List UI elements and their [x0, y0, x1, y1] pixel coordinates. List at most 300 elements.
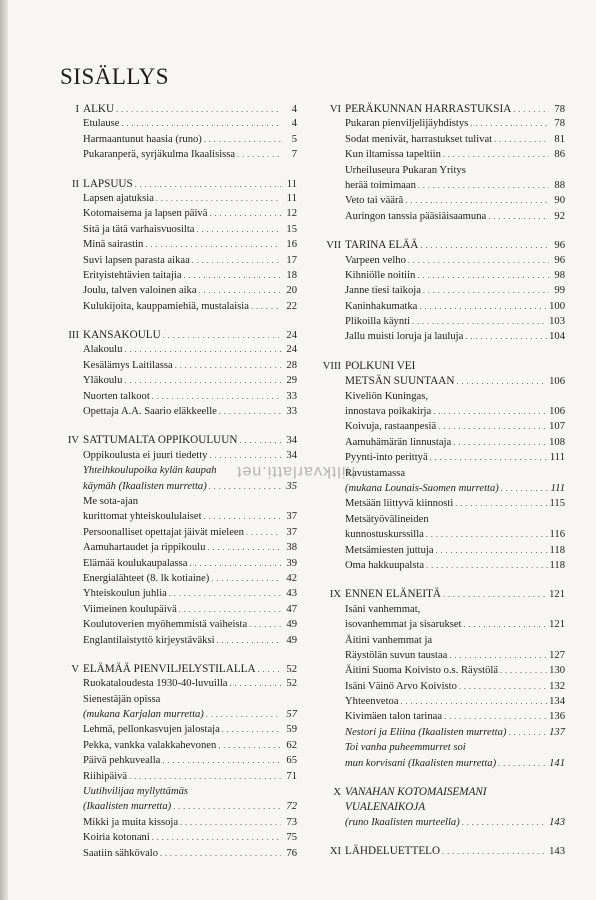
- dot-leader: [199, 286, 281, 295]
- page-number: 52: [286, 663, 297, 675]
- page-number: 121: [549, 619, 565, 631]
- toc-entry: [55, 573, 297, 588]
- page-number: 108: [549, 436, 565, 448]
- watermark-text: hiltkvarlatti.net: [236, 463, 356, 480]
- chapter-title: PERÄKUNNAN HARRASTUKSIA: [345, 103, 512, 115]
- dot-leader: [145, 240, 281, 249]
- toc-entry: [317, 195, 565, 210]
- page-number: 115: [549, 498, 565, 510]
- dot-leader: [218, 741, 281, 750]
- dot-leader: [508, 728, 547, 737]
- toc-entry: [55, 558, 297, 573]
- chapter-title: POLKUNI VEI: [345, 359, 416, 372]
- dot-leader: [124, 345, 281, 354]
- dot-leader: [209, 209, 281, 218]
- chapter-number: VIII: [322, 360, 341, 372]
- dot-leader: [180, 818, 281, 827]
- entry-title: (mukana Karjalan murretta): [83, 709, 204, 721]
- dot-leader: [420, 241, 549, 250]
- toc-entry: [55, 224, 297, 239]
- toc-entry: [317, 650, 565, 665]
- chapter-number: X: [333, 787, 341, 799]
- entry-title: Pyynti-into perittyä: [345, 452, 428, 464]
- toc-entry: [55, 755, 297, 770]
- page-number: 34: [286, 449, 297, 461]
- entry-title: Metsätyövälineiden: [345, 513, 429, 525]
- chapter-title: ALKU: [83, 103, 115, 115]
- chapter-title: ENNEN ELÄNEITÄ: [345, 588, 442, 601]
- toc-entry: [55, 344, 297, 359]
- toc-entry: [55, 406, 297, 421]
- entry-title: Nestori ja Eliina (Ikaalisten murretta): [345, 726, 507, 738]
- entry-title: (mukana Lounais-Suomen murretta): [345, 482, 499, 494]
- entry-title: Aamuhartaudet ja rippikoulu: [83, 542, 206, 554]
- entry-title: Ruokataloudesta 1930-40-luvuilla: [83, 678, 228, 690]
- toc-chapter-heading: [317, 239, 565, 254]
- chapter-number: XI: [329, 846, 341, 858]
- toc-entry: [55, 694, 297, 709]
- chapter-title: VANAHAN KOTOMAISEMANI: [345, 786, 487, 799]
- toc-entry: [317, 285, 565, 300]
- page-number: 106: [549, 376, 565, 388]
- page-number: 111: [550, 482, 565, 494]
- entry-title: Metsämiesten juttuja: [345, 544, 434, 556]
- entry-title: Pukaran pienviljelijäyhdistys: [345, 118, 469, 130]
- toc-entry: [55, 678, 297, 693]
- dot-leader: [152, 833, 281, 842]
- entry-title: Auringon tanssia pääsiäisaamuna: [345, 210, 487, 222]
- toc-entry: [317, 560, 565, 575]
- dot-leader: [501, 484, 549, 493]
- page-number: 90: [554, 195, 565, 207]
- page-number: 24: [286, 330, 297, 342]
- entry-title: Lehmä, pellonkasvujen jalostaja: [83, 724, 220, 736]
- entry-title: Opettaja A.A. Saario eläkkeelle: [83, 406, 217, 418]
- entry-title: Oma hakkuupalsta: [345, 559, 425, 571]
- entry-title: Janne tiesi taikoja: [345, 285, 421, 297]
- toc-entry: [317, 696, 565, 711]
- dot-leader: [249, 620, 281, 629]
- dot-leader: [219, 407, 281, 416]
- page-number: 81: [554, 133, 565, 145]
- toc-entry: [55, 740, 297, 755]
- entry-title: Äitini Suoma Koivisto o.s. Räystölä: [345, 665, 499, 677]
- page-number: 43: [286, 588, 297, 600]
- page-number: 96: [554, 254, 565, 266]
- page-number: 88: [554, 179, 565, 191]
- toc-entry: [55, 588, 297, 603]
- toc-entry: [317, 604, 565, 619]
- page-number: 5: [291, 133, 297, 145]
- toc-entry: [317, 681, 565, 696]
- page-number: 22: [286, 300, 297, 312]
- toc-left-column: [55, 103, 297, 876]
- dot-leader: [209, 482, 281, 491]
- chapter-number: VI: [329, 104, 341, 115]
- toc-entry: [317, 421, 565, 436]
- toc-section: [317, 103, 565, 226]
- toc-entry: [317, 498, 565, 513]
- dot-leader: [443, 150, 549, 159]
- entry-title: Pukaranperä, syrjäkulma Ikaalisissa: [83, 149, 236, 161]
- entry-title: Aamuhämärän linnustaja: [345, 436, 452, 448]
- dot-leader: [189, 559, 281, 568]
- toc-entry: [317, 545, 565, 560]
- toc-chapter-heading: [55, 103, 297, 118]
- toc-entry: [317, 437, 565, 452]
- page-number: 57: [286, 709, 297, 721]
- toc-section: [55, 178, 297, 317]
- toc-entry: [55, 481, 297, 496]
- dot-leader: [430, 453, 548, 462]
- toc-section: [317, 786, 565, 832]
- entry-title: Sodat menivät, harrastukset tulivat: [345, 133, 493, 145]
- entry-title: Sitä ja tätä varhaisvuosilta: [83, 223, 195, 235]
- chapter-title: LAPSUUS: [83, 177, 133, 190]
- toc-right-column: [317, 103, 565, 874]
- dot-leader: [438, 422, 547, 431]
- toc-entry: [55, 635, 297, 650]
- dot-leader: [464, 620, 548, 629]
- toc-entry: [55, 619, 297, 634]
- dot-leader: [207, 543, 281, 552]
- dot-leader: [204, 135, 281, 144]
- page-number: 100: [549, 300, 565, 312]
- page-number: 11: [286, 192, 297, 204]
- chapter-title: METSÄN SUUNTAAN: [345, 375, 455, 388]
- page-number: 11: [286, 178, 297, 190]
- chapter-title: VUALENAIKOJA: [345, 801, 426, 814]
- entry-title: Päivä pehkuvealla: [83, 755, 161, 767]
- entry-title: Sienestäjän opissa: [83, 693, 161, 705]
- dot-leader: [197, 225, 282, 234]
- toc-entry: [55, 709, 297, 724]
- page-number: 130: [549, 665, 565, 677]
- entry-title: Yhteenvetoa: [345, 696, 399, 708]
- page-number: 141: [549, 757, 565, 769]
- entry-title: Metsään liittyvä kiinnosti: [345, 498, 454, 510]
- entry-title: Koiria kotonani: [83, 832, 150, 844]
- toc-chapter-heading: [317, 103, 565, 118]
- chapter-title: LÄHDELUETTELO: [345, 845, 441, 858]
- page-number: 137: [549, 726, 565, 738]
- page-number: 29: [286, 375, 297, 387]
- dot-leader: [162, 756, 281, 765]
- dot-leader: [470, 119, 549, 128]
- toc-entry: [317, 134, 565, 149]
- page-number: 78: [554, 118, 565, 130]
- entry-title: Yhteiskoulun juhlia: [83, 588, 167, 600]
- toc-entry: [55, 848, 297, 863]
- page-number: 17: [286, 254, 297, 266]
- toc-chapter-heading: [317, 360, 565, 375]
- dot-leader: [239, 436, 281, 445]
- page-number: 92: [554, 210, 565, 222]
- toc-section: [55, 329, 297, 421]
- entry-title: Isäni Väinö Arvo Koivisto: [345, 680, 457, 692]
- dot-leader: [401, 697, 548, 706]
- toc-chapter-heading: [317, 588, 565, 603]
- toc-entry: [317, 817, 565, 832]
- page-number: 33: [286, 390, 297, 402]
- toc-entry: [317, 758, 565, 773]
- entry-title: käymäh (Ikaalisten murretta): [83, 480, 207, 492]
- dot-leader: [217, 636, 281, 645]
- page-number: 52: [286, 678, 297, 690]
- toc-entry: [317, 529, 565, 544]
- toc-entry: [55, 360, 297, 375]
- page-number: 18: [286, 269, 297, 281]
- chapter-number: I: [75, 104, 79, 115]
- entry-title: Äitini vanhemmat ja: [345, 634, 433, 646]
- page-number: 134: [549, 696, 565, 708]
- dot-leader: [436, 546, 548, 555]
- toc-entry: [317, 331, 565, 346]
- page-number: 121: [549, 589, 565, 601]
- toc-section: [317, 239, 565, 347]
- dot-leader: [173, 802, 281, 811]
- entry-title: Jallu muisti loruja ja lauluja: [345, 331, 464, 343]
- toc-entry: [55, 832, 297, 847]
- dot-leader: [184, 271, 281, 280]
- chapter-number: IV: [67, 435, 79, 447]
- dot-leader: [204, 512, 281, 521]
- page-number: 16: [286, 239, 297, 251]
- entry-title: Koivuja, rastaanpesiä: [345, 421, 437, 433]
- chapter-number: V: [71, 663, 79, 675]
- page-number: 127: [549, 649, 565, 661]
- toc-entry: [317, 619, 565, 634]
- toc-entry: [55, 542, 297, 557]
- toc-entry: [55, 786, 297, 801]
- page-number: 136: [549, 711, 565, 723]
- dot-leader: [116, 105, 281, 114]
- dot-leader: [156, 194, 281, 203]
- entry-title: herää toimimaan: [345, 179, 416, 191]
- entry-title: Yhteihkoulupoika kylän kaupah: [83, 465, 217, 477]
- page-number: 37: [286, 511, 297, 523]
- toc-entry: [55, 391, 297, 406]
- entry-title: Ravustamassa: [345, 467, 406, 479]
- page-number: 47: [286, 603, 297, 615]
- page-number: 65: [286, 755, 297, 767]
- toc-chapter-heading: [317, 786, 565, 801]
- toc-entry: [55, 375, 297, 390]
- chapter-title: ELÄMÄÄ PIENVILJELYSTILALLA: [83, 662, 256, 675]
- entry-title: Me sota-ajan: [83, 495, 139, 507]
- entry-title: Kihniölle noitiin: [345, 269, 416, 281]
- entry-title: Riihipäivä: [83, 770, 128, 782]
- page-number: 59: [286, 724, 297, 736]
- dot-leader: [433, 407, 547, 416]
- dot-leader: [459, 682, 547, 691]
- dot-leader: [179, 605, 281, 614]
- dot-leader: [237, 150, 281, 159]
- toc-entry: [55, 208, 297, 223]
- toc-entry: [55, 801, 297, 816]
- dot-leader: [449, 651, 547, 660]
- entry-title: Mikki ja muita kissoja: [83, 816, 179, 828]
- entry-title: Viimeinen koulupäivä: [83, 603, 177, 615]
- page-number: 7: [291, 149, 297, 161]
- page-number: 49: [286, 619, 297, 631]
- entry-title: (runo Ikaalisten murteella): [345, 816, 460, 828]
- dot-leader: [175, 361, 281, 370]
- page-number: 49: [286, 634, 297, 646]
- chapter-title: KANSAKOULU: [83, 329, 161, 342]
- page-number: 38: [286, 542, 297, 554]
- dot-leader: [443, 590, 547, 599]
- page-number: 33: [286, 406, 297, 418]
- dot-leader: [488, 212, 549, 221]
- dot-leader: [513, 105, 549, 114]
- entry-title: Pekka, vankka valakkahevonen: [83, 739, 217, 751]
- toc-entry: [55, 149, 297, 164]
- toc-entry: [317, 165, 565, 180]
- dot-leader: [405, 196, 549, 205]
- entry-title: Lapsen ajatuksia: [83, 192, 154, 204]
- toc-entry: [55, 193, 297, 208]
- toc-chapter-heading: [55, 178, 297, 193]
- dot-leader: [222, 725, 281, 734]
- entry-title: Alakoulu: [83, 344, 123, 356]
- page-number: 103: [549, 316, 565, 328]
- page-number: 107: [549, 421, 565, 433]
- toc-entry: [55, 255, 297, 270]
- page-number: 15: [286, 223, 297, 235]
- chapter-number: VII: [326, 240, 341, 252]
- entry-title: Kiveliön Kuningas,: [345, 390, 428, 402]
- entry-title: Kaninhakumatka: [345, 300, 418, 312]
- page-number: 4: [291, 104, 297, 115]
- page-number: 37: [286, 526, 297, 538]
- entry-title: Urheiluseura Pukaran Yritys: [345, 164, 466, 176]
- toc-entry: [317, 211, 565, 226]
- toc-entry: [55, 511, 297, 526]
- toc-entry: [317, 180, 565, 195]
- dot-leader: [417, 271, 549, 280]
- toc-entry: [317, 742, 565, 757]
- page-number: 76: [286, 847, 297, 859]
- page-number: 34: [286, 435, 297, 447]
- page-number: 118: [549, 544, 565, 556]
- page-number: 20: [286, 285, 297, 297]
- toc-entry: [55, 270, 297, 285]
- dot-leader: [456, 377, 547, 386]
- chapter-title: TARINA ELÄÄ: [345, 239, 419, 252]
- book-spine-shadow: [0, 0, 8, 900]
- page-number: 42: [286, 572, 297, 584]
- entry-title: Kun iltamissa tapeltiin: [345, 149, 441, 161]
- toc-section: [317, 588, 565, 773]
- entry-title: Yläkoulu: [83, 375, 123, 387]
- entry-title: Joulu, talven valoinen aika: [83, 285, 197, 297]
- toc-chapter-heading: [55, 663, 297, 678]
- dot-leader: [494, 135, 549, 144]
- toc-entry: [55, 118, 297, 133]
- page-number: 96: [554, 240, 565, 252]
- toc-chapter-heading: [55, 434, 297, 449]
- toc-entry: [317, 483, 565, 498]
- entry-title: Varpeen velho: [345, 254, 406, 266]
- page-number: 78: [554, 104, 565, 115]
- toc-entry: [55, 771, 297, 786]
- toc-entry: [317, 255, 565, 270]
- page-number: 72: [286, 801, 297, 813]
- dot-leader: [498, 759, 547, 768]
- entry-title: innostava poikakirja: [345, 406, 432, 418]
- toc-entry: [55, 817, 297, 832]
- toc-section: [55, 663, 297, 863]
- dot-leader: [246, 528, 281, 537]
- dot-leader: [229, 679, 281, 688]
- dot-leader: [455, 499, 547, 508]
- dot-leader: [412, 317, 547, 326]
- entry-title: Etulause: [83, 118, 120, 130]
- toc-entry: [55, 239, 297, 254]
- page-number: 99: [554, 285, 565, 297]
- dot-leader: [423, 286, 549, 295]
- chapter-number: III: [68, 330, 79, 342]
- entry-title: Nuorten talkoot: [83, 390, 150, 402]
- dot-leader: [160, 849, 281, 858]
- entry-title: Energialähteet (8. lk kotiaine): [83, 572, 210, 584]
- dot-leader: [129, 772, 281, 781]
- dot-leader: [408, 256, 549, 265]
- entry-title: Kulukijoita, kauppamiehiä, mustalaisia: [83, 300, 249, 312]
- dot-leader: [444, 712, 547, 721]
- dot-leader: [209, 451, 281, 460]
- page-number: 73: [286, 816, 297, 828]
- toc-chapter-heading: [317, 801, 565, 816]
- toc-entry: [317, 514, 565, 529]
- toc-entry: [317, 635, 565, 650]
- dot-leader: [418, 181, 549, 190]
- page-number: 28: [286, 359, 297, 371]
- toc-entry: [317, 391, 565, 406]
- page-number: 12: [286, 208, 297, 220]
- dot-leader: [426, 561, 547, 570]
- toc-chapter-heading: [317, 845, 565, 860]
- chapter-number: II: [71, 178, 79, 190]
- toc-section: [317, 845, 565, 860]
- toc-section: [55, 103, 297, 165]
- dot-leader: [206, 710, 281, 719]
- dot-leader: [211, 574, 281, 583]
- toc-entry: [55, 285, 297, 300]
- page-number: 24: [286, 344, 297, 356]
- dot-leader: [121, 119, 281, 128]
- dot-leader: [258, 665, 281, 674]
- toc-entry: [55, 724, 297, 739]
- page-number: 116: [549, 529, 565, 541]
- chapter-title: SATTUMALTA OPPIKOULUUN: [83, 434, 238, 447]
- entry-title: Erityistehtävien taitajia: [83, 269, 182, 281]
- page-number: 111: [549, 452, 565, 464]
- dot-leader: [462, 818, 547, 827]
- toc-entry: [317, 406, 565, 421]
- toc-entry: [317, 665, 565, 680]
- dot-leader: [135, 180, 281, 189]
- toc-entry: [317, 727, 565, 742]
- toc-entry: [317, 149, 565, 164]
- chapter-number: IX: [329, 589, 341, 601]
- entry-title: isovanhemmat ja sisarukset: [345, 619, 462, 631]
- page-number: 4: [291, 118, 297, 130]
- entry-title: Toi vanha puheemmurret soi: [345, 742, 466, 754]
- toc-chapter-heading: [317, 375, 565, 390]
- page-number: 35: [286, 480, 297, 492]
